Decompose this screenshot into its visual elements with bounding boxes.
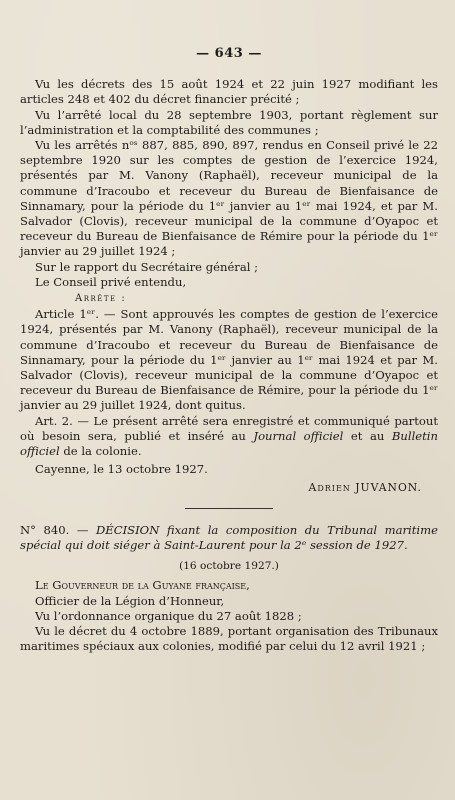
paragraph-conseil-prive: Le Conseil privé entendu, (35, 274, 187, 289)
article-2-middle: et au (343, 428, 392, 443)
journal-officiel: Journal officiel (253, 428, 344, 443)
paragraph-rapport: Sur le rapport du Secrétaire général ; (35, 259, 259, 274)
page-number: — 643 — (196, 46, 262, 61)
bulletin-officiel: Bulletin officiel (20, 428, 438, 459)
decision-title: DÉCISION fixant la composition du Tribunal maritime spécial qui doit siéger à Saint-Laurent pour la 2ᵉ session de 1927. (20, 522, 438, 552)
article-2 (20, 414, 438, 460)
article-2-start: Art. 2. — Le présent arrêté sera enregistré et communiqué partout où besoin sera, publié et inséré au (20, 413, 438, 443)
place-date: Cayenne, le 13 octobre 1927. (35, 462, 208, 477)
decision-heading (20, 523, 438, 553)
decision-officier: Officier de la Légion d’Honneur, (35, 593, 225, 608)
decision-gouverneur: Le Gouverneur de la Guyane française, (35, 578, 250, 593)
decision-decret: Vu le décret du 4 octobre 1889, portant organisation des Tribunaux maritimes spéciaux aux colonies, modifié par celui du 12 avril 1921 ; (20, 623, 438, 654)
article-2-end: de la colonie. (59, 444, 142, 459)
decision-date: (16 octobre 1927.) (179, 560, 279, 573)
arrete-label: Arrête : (75, 293, 127, 305)
decision-number: N° 840. (20, 522, 70, 537)
section-separator (185, 508, 273, 509)
decision-ordonnance: Vu l’ordonnance organique du 27 août 1828 ; (35, 608, 302, 623)
signature: Adrien JUVANON. (308, 481, 422, 495)
paragraph-decrets: Vu les décrets des 15 août 1924 et 22 juin 1927 modifiant les articles 248 et 402 du décret financier précité ; (20, 77, 438, 107)
page-content (20, 46, 438, 654)
decision-dash: — (69, 522, 96, 537)
article-1: Article 1ᵉʳ. — Sont approuvés les comptes de gestion de l’exercice 1924, présentés par M. Vanony (Raphaël), receveur municipal de la commune d’Iracoubo et receveur du Bureau de Bienfaisance de Sinnamary, pour la période du 1ᵉʳ janvier au 1ᵉʳ mai 1924 et par M. Salvador (Clovis), receveur municipal de la commune d’Oyapoc et receveur du Bureau de Bienfaisance de Rémire, pour la période du 1ᵉʳ janvier au 29 juillet 1924, dont quitus. (20, 307, 438, 413)
paragraph-arrete-local: Vu l’arrêté local du 28 septembre 1903, portant règlement sur l’administration et la comptabilité des communes ; (20, 107, 438, 137)
paragraph-arretes-conseil: Vu les arrêtés nᵒˢ 887, 885, 890, 897, rendus en Conseil privé le 22 septembre 1920 sur les comptes de gestion de l’exercice 1924, présentés par M. Vanony (Raphaël), receveur municipal de la commune d’Iracoubo et receveur du Bureau de Bienfaisance de Sinnamary, pour la période du 1ᵉʳ janvier au 1ᵉʳ mai 1924, et par M. Salvador (Clovis), receveur municipal de la commune d’Oyapoc et receveur du Bureau de Bienfaisance de Rémire pour la période du 1ᵉʳ janvier au 29 juillet 1924 ; (20, 138, 438, 259)
